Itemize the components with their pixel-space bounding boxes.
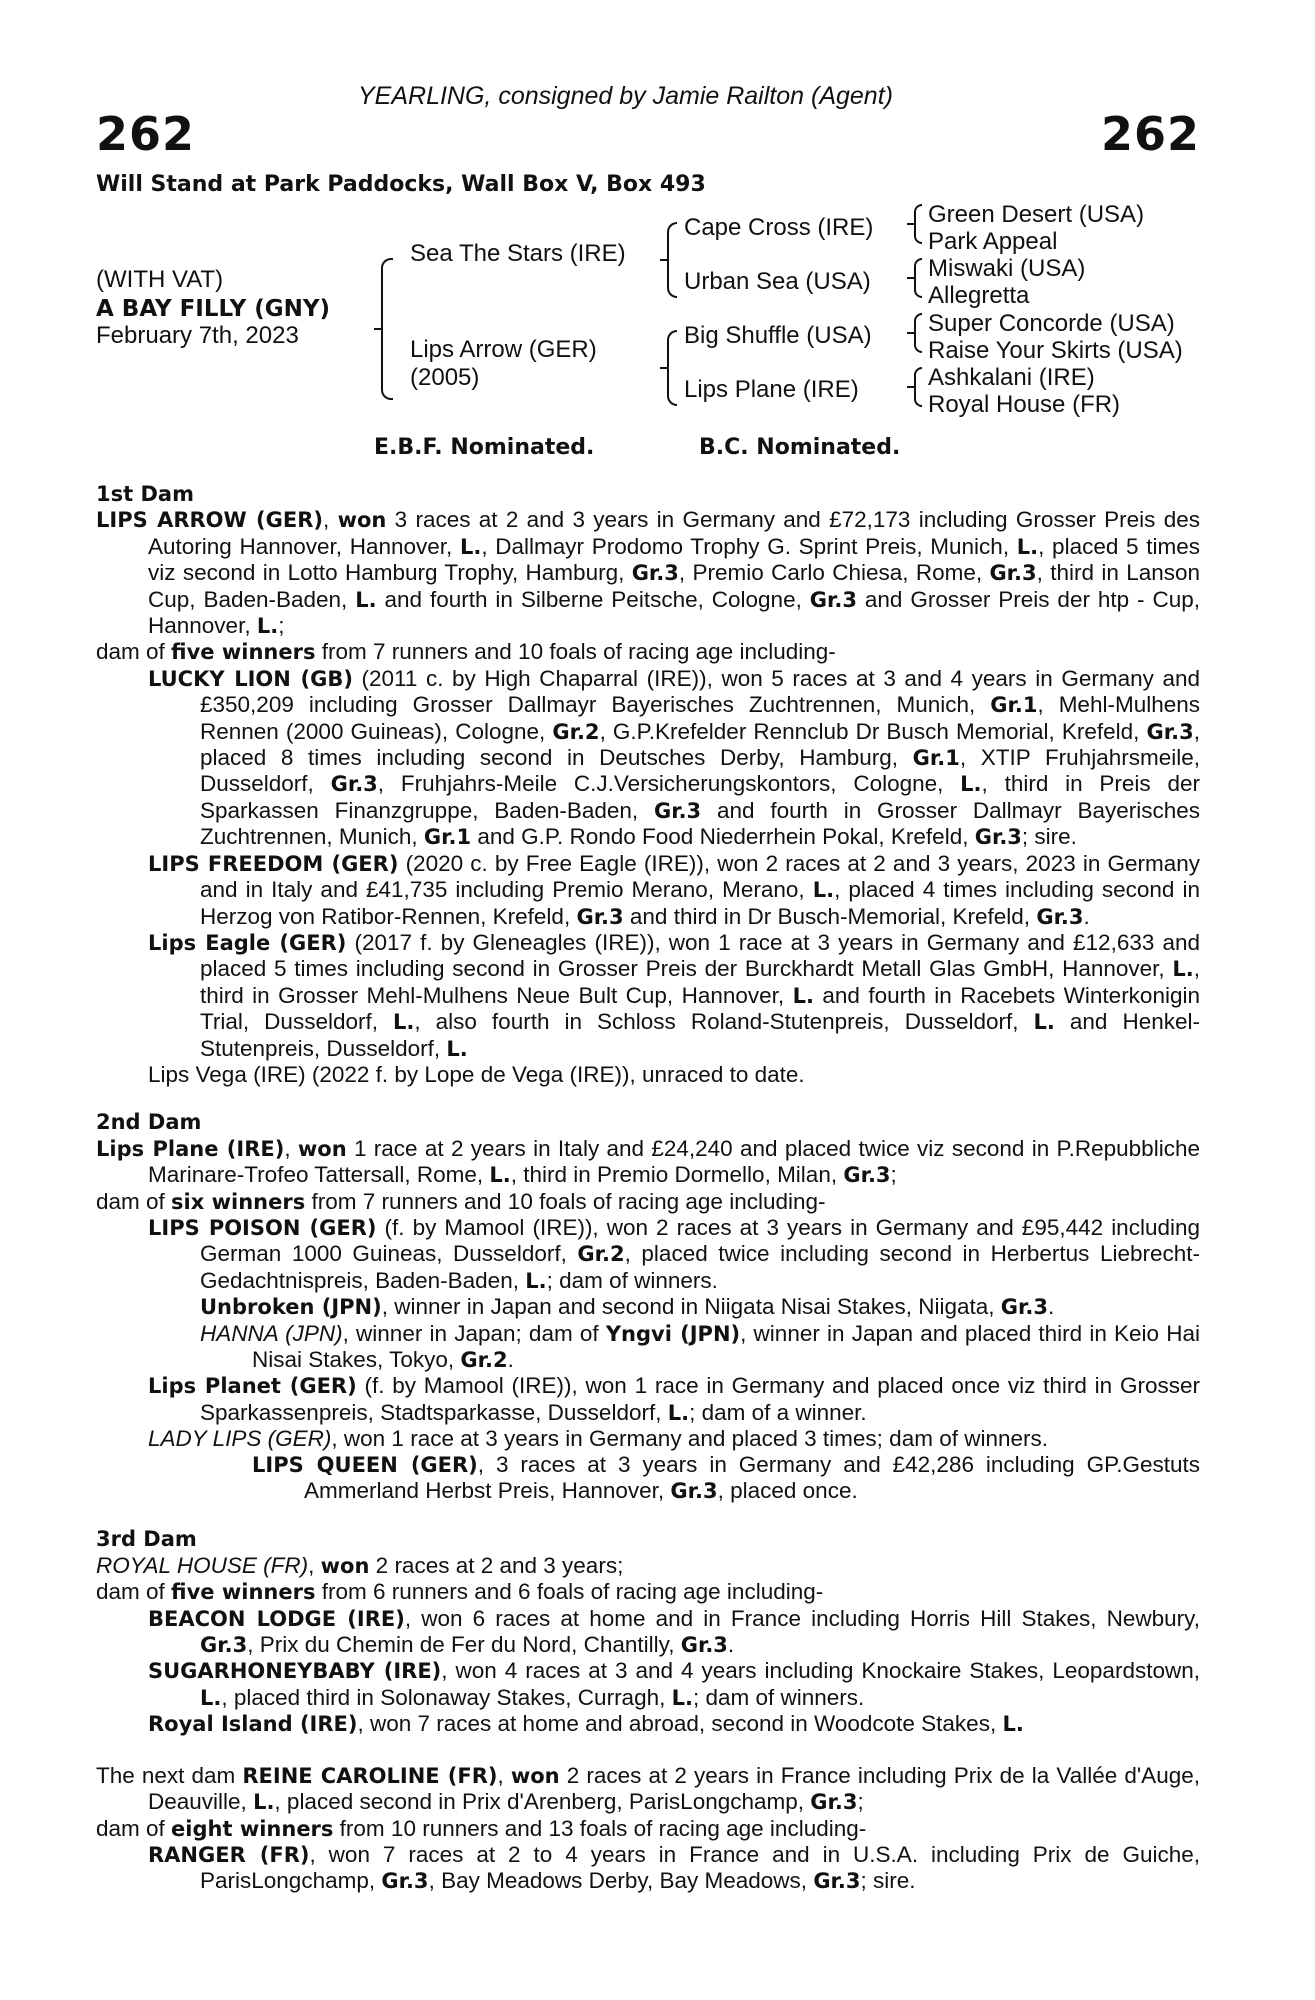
dam-name: Lips Arrow (GER) [410,336,597,363]
produce-entry: LIPS QUEEN (GER), 3 races at 3 years in Germany and £42,286 including GP.Gestuts Ammerland Herbst Preis, Hannover, Gr.3, placed once. [252,1451,1200,1504]
section-heading-3rd-dam: 3rd Dam [96,1527,197,1552]
lot-number-left: 262 [96,107,196,161]
brace-main [381,258,393,400]
dam-entry: Lips Plane (IRE), won 1 race at 2 years in Italy and £24,240 and placed twice viz second in P.Repubbliche Marinare-Trofeo Tattersall, Rome, L., third in Premio Dormello, Milan, Gr.3; [96,1135,1200,1188]
produce-entry: Lips Planet (GER) (f. by Mamool (IRE)), won 1 race in Germany and placed once viz third in Grosser Sparkassenpreis, Stadtsparkasse, Dusseldorf, L.; dam of a winner. [148,1373,1200,1425]
horse-name: A BAY FILLY (GNY) [96,296,331,322]
bc-nominated: B.C. Nominated. [699,435,901,460]
section-heading-1st-dam: 1st Dam [96,482,194,506]
sire-sire: Cape Cross (IRE) [684,214,874,241]
produce-entry: HANNA (JPN), winner in Japan; dam of Yngvi (JPN), winner in Japan and placed third in Keio Hai Nisai Stakes, Tokyo, Gr.2. [200,1320,1201,1372]
spacer [96,1738,1200,1763]
produce-entry: LIPS FREEDOM (GER) (2020 c. by Free Eagle (IRE)), won 2 races at 2 and 3 years, 2023 in Germany and in Italy and £41,735 including Premio Merano, Merano, L., placed 4 times including second in Herzog von Ratibor-Rennen, Krefeld, Gr.3 and third in Dr Busch-Memorial, Krefeld, Gr.3. [148,850,1201,929]
produce-entry: Lips Vega (IRE) (2022 f. by Lope de Vega (IRE)), unraced to date. [148,1061,805,1087]
produce-entry: Lips Eagle (GER) (2017 f. by Gleneagles (IRE)), won 1 race at 3 years in Germany and £12,633 and placed 5 times including second in Grosser Preis der Burckhardt Metall Glas GmbH, Hannover, L., third in Grosser Mehl-Mulhens Neue Bult Cup, Hannover, L. and fourth in Racebets Winterkonigin Trial, Dusseldorf, L., also fourth in Schloss Roland-Stutenpreis, Dusseldorf, L. and Henkel-Stutenpreis, Dusseldorf, L. [148,929,1200,1061]
consignment-header: YEARLING, consigned by Jamie Railton (Agent) [358,82,893,110]
brace-dam [667,330,677,406]
g6: Raise Your Skirts (USA) [928,337,1183,364]
g4: Allegretta [928,282,1030,309]
g2: Park Appeal [928,228,1058,255]
brace-g4 [914,367,922,407]
g1: Green Desert (USA) [928,201,1145,228]
dam-sire: Big Shuffle (USA) [684,322,872,349]
ebf-nominated: E.B.F. Nominated. [374,435,595,460]
produce-entry: SUGARHONEYBABY (IRE), won 4 races at 3 and 4 years including Knockaire Stakes, Leopardstown, L., placed third in Solonaway Stakes, Curragh, L.; dam of winners. [148,1658,1200,1710]
produce-entry: Royal Island (IRE), won 7 races at home and abroad, second in Woodcote Stakes, L. [148,1711,1024,1737]
dam-dam: Lips Plane (IRE) [684,376,859,403]
brace-g1 [914,204,922,244]
catalogue-body [96,482,1200,1895]
produce-entry: BEACON LODGE (IRE), won 6 races at home and in France including Horris Hill Stakes, Newbury, Gr.3, Prix du Chemin de Fer du Nord, Chantilly, Gr.3. [148,1605,1201,1658]
dam-entry: The next dam REINE CAROLINE (FR), won 2 races at 2 years in France including Prix de la Vallée d'Auge, Deauville, L., placed second in Prix d'Arenberg, ParisLongchamp, Gr.3; [96,1762,1200,1815]
produce-entry: LADY LIPS (GER), won 1 race at 3 years in Germany and placed 3 times; dam of winners. [148,1426,1049,1452]
brace-g2 [914,258,922,298]
sire-name: Sea The Stars (IRE) [410,240,626,267]
produce-entry: RANGER (FR), won 7 races at 2 to 4 years in France and in U.S.A. including Prix de Guiche, ParisLongchamp, Gr.3, Bay Meadows Derby, Bay Meadows, Gr.3; sire. [148,1841,1200,1894]
lot-number-right: 262 [1100,107,1200,161]
produce-summary: dam of five winners from 6 runners and 6 foals of racing age including- [96,1579,824,1605]
stand-location: Will Stand at Park Paddocks, Wall Box V, Box 493 [96,172,706,197]
vat-note: (WITH VAT) [96,266,224,293]
produce-summary: dam of six winners from 7 runners and 10 foals of racing age including- [96,1188,826,1214]
foaling-date: February 7th, 2023 [96,322,299,349]
produce-entry: LIPS POISON (GER) (f. by Mamool (IRE)), won 2 races at 3 years in Germany and £95,442 including German 1000 Guineas, Dusseldorf, Gr.2, placed twice including second in Herbertus Liebrecht-Gedachtnispreis, Baden-Baden, L.; dam of winners. [148,1214,1201,1293]
g5: Super Concorde (USA) [928,310,1175,337]
brace-g3 [914,313,922,353]
g3: Miswaki (USA) [928,255,1086,282]
produce-entry: Unbroken (JPN), winner in Japan and second in Niigata Nisai Stakes, Niigata, Gr.3. [200,1294,1055,1320]
brace-sire [667,222,677,298]
produce-summary: dam of eight winners from 10 runners and 13 foals of racing age including- [96,1815,867,1841]
produce-summary: dam of five winners from 7 runners and 10 foals of racing age including- [96,639,836,665]
dam-entry: LIPS ARROW (GER), won 3 races at 2 and 3 years in Germany and £72,173 including Grosser Preis des Autoring Hannover, Hannover, L., Dallmayr Prodomo Trophy G. Sprint Preis, Munich, L., placed 5 times viz second in Lotto Hamburg Trophy, Hamburg, Gr.3, Premio Carlo Chiesa, Rome, Gr.3, third in Lanson Cup, Baden-Baden, L. and fourth in Silberne Peitsche, Cologne, Gr.3 and Grosser Preis der htp - Cup, Hannover, L.; [96,507,1201,639]
dam-year: (2005) [410,364,480,391]
g8: Royal House (FR) [928,391,1121,418]
dam-entry: ROYAL HOUSE (FR), won 2 races at 2 and 3 years; [96,1552,624,1578]
sire-dam: Urban Sea (USA) [684,268,871,295]
section-heading-2nd-dam: 2nd Dam [96,1110,202,1135]
produce-entry: LUCKY LION (GB) (2011 c. by High Chaparral (IRE)), won 5 races at 3 and 4 years in Germany and £350,209 including Grosser Dallmayr Bayerisches Zuchtrennen, Munich, Gr.1, Mehl-Mulhens Rennen (2000 Guineas), Cologne, Gr.2, G.P.Krefelder Rennclub Dr Busch Memorial, Krefeld, Gr.3, placed 8 times including second in Deutsches Derby, Hamburg, Gr.1, XTIP Fruhjahrsmeile, Dusseldorf, Gr.3, Fruhjahrs-Meile C.J.Versicherungskontors, Cologne, L., third in Preis der Sparkassen Finanzgruppe, Baden-Baden, Gr.3 and fourth in Grosser Dallmayr Bayerisches Zuchtrennen, Munich, Gr.1 and G.P. Rondo Food Niederrhein Pokal, Krefeld, Gr.3; sire. [148,665,1201,850]
g7: Ashkalani (IRE) [928,364,1095,391]
